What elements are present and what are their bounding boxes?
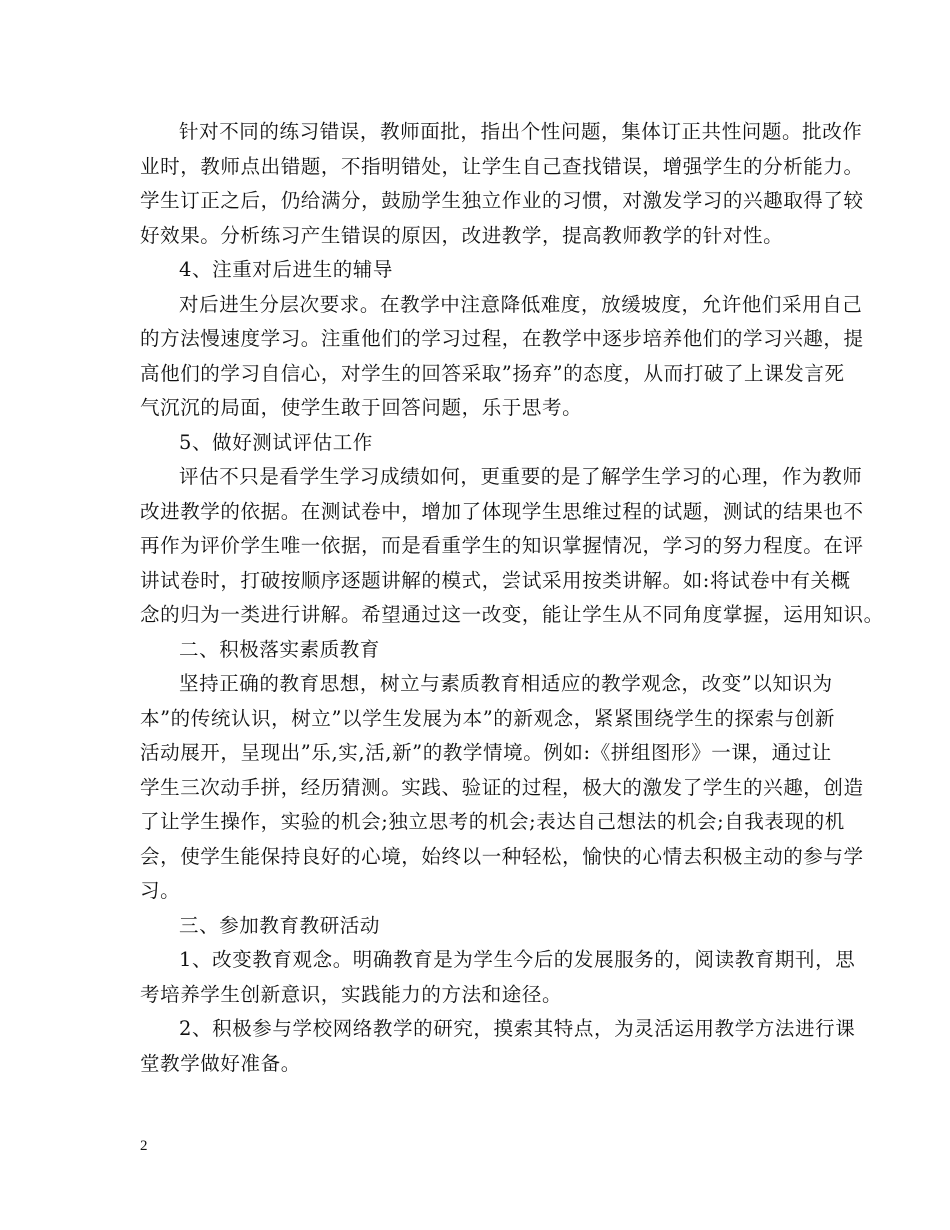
text-line: 学生订正之后，仍给满分，鼓励学生独立作业的习惯，对激发学习的兴趣取得了较	[140, 189, 864, 212]
text-line: 2、积极参与学校网络教学的研究，摸索其特点，为灵活运用教学方法进行课	[179, 1017, 856, 1040]
text-line: 针对不同的练习错误，教师面批，指出个性问题，集体订正共性问题。批改作	[179, 120, 863, 143]
text-line: 坚持正确的教育思想，树立与素质教育相适应的教学观念，改变”以知识为	[179, 672, 833, 695]
text-line: 考培养学生创新意识，实践能力的方法和途径。	[140, 982, 563, 1006]
text-line: 高他们的学习自信心，对学生的回答采取”扬弃”的态度，从而打破了上课发言死	[140, 361, 845, 385]
text-line: 学生三次动手拼，经历猜测。实践、验证的过程，极大的激发了学生的兴趣，创造	[140, 775, 864, 799]
document-body	[140, 115, 884, 1081]
text-line: 习。	[140, 879, 181, 902]
text-line: 了让学生操作，实验的机会;独立思考的机会;表达自己想法的机会;自我表现的机	[140, 810, 845, 833]
text-line: 本”的传统认识，树立”以学生发展为本”的新观念，紧紧围绕学生的探索与创新	[140, 706, 836, 730]
text-line: 会，使学生能保持良好的心境，始终以一种轻松，愉快的心情去积极主动的参与学	[140, 844, 864, 868]
text-line: 5、做好测试评估工作	[179, 430, 373, 454]
text-line: 活动展开，呈现出”乐,实,活,新”的教学情境。例如:《拼组图形》一课，通过让	[140, 741, 832, 764]
text-line: 好效果。分析练习产生错误的原因，改进教学，提高教师教学的针对性。	[140, 223, 784, 247]
text-line: 的方法慢速度学习。注重他们的学习过程，在教学中逐步培养他们的学习兴趣，提	[140, 327, 864, 350]
text-line: 气沉沉的局面，使学生敢于回答问题，乐于思考。	[140, 396, 583, 419]
text-line: 三、参加教育教研活动	[179, 913, 381, 937]
text-line: 再作为评价学生唯一依据，而是看重学生的知识掌握情况，学习的努力程度。在评	[140, 534, 864, 557]
text-line: 业时，教师点出错题，不指明错处，让学生自己查找错误，增强学生的分析能力。	[140, 154, 864, 178]
text-line: 二、积极落实素质教育	[179, 637, 381, 661]
page-number: 2	[140, 1138, 148, 1154]
text-line: 对后进生分层次要求。在教学中注意降低难度，放缓坡度，允许他们采用自己	[179, 292, 863, 316]
text-line: 改进教学的依据。在测试卷中，增加了体现学生思维过程的试题，测试的结果也不	[140, 499, 864, 523]
text-line: 念的归为一类进行讲解。希望通过这一改变，能让学生从不同角度掌握，运用知识。	[140, 603, 884, 626]
text-line: 1、改变教育观念。明确教育是为学生今后的发展服务的，阅读教育期刊，思	[179, 948, 856, 971]
text-line: 讲试卷时，打破按顺序逐题讲解的模式，尝试采用按类讲解。如:将试卷中有关概	[140, 568, 851, 592]
text-line: 4、注重对后进生的辅导	[179, 258, 394, 281]
text-line: 堂教学做好准备。	[140, 1051, 301, 1075]
text-line: 评估不只是看学生学习成绩如何，更重要的是了解学生学习的心理，作为教师	[179, 465, 863, 488]
